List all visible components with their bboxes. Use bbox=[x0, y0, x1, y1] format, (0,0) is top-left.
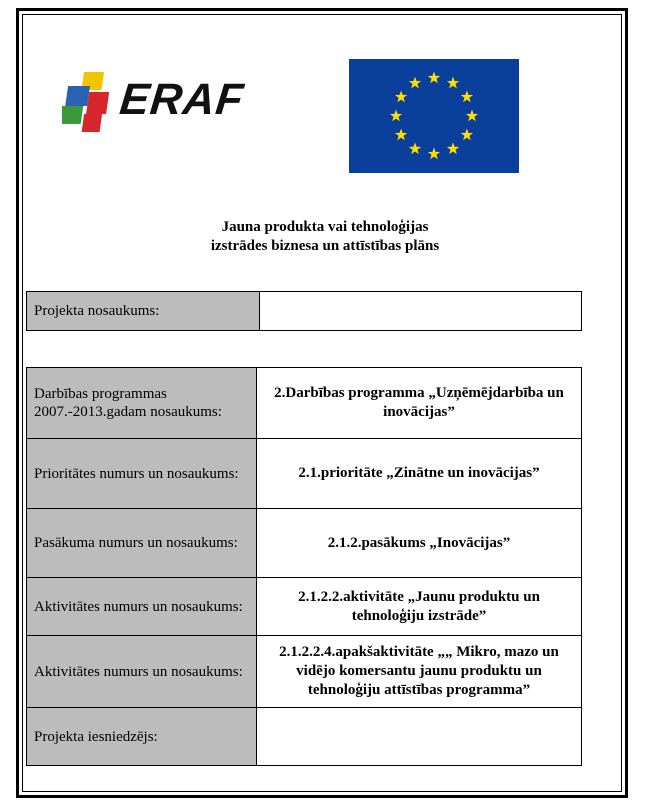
table-row bbox=[27, 707, 581, 765]
eu-stars bbox=[349, 59, 519, 173]
title-line-1: Jauna produkta vai tehnoloģijas bbox=[221, 219, 429, 235]
table-row bbox=[27, 635, 581, 707]
row-label: Projekta iesniedzējs: bbox=[27, 708, 257, 765]
row-value: 2.Darbības programma „Uzņēmējdarbība un inovācijas” bbox=[274, 385, 564, 420]
programme-info-table bbox=[26, 367, 582, 766]
eraf-logo-text: ERAF bbox=[117, 75, 247, 124]
row-label: Pasākuma numurs un nosaukums: bbox=[27, 509, 257, 577]
row-value: 2.1.2.2.aktivitāte „Jaunu produktu un tehnoloģiju izstrāde” bbox=[298, 588, 540, 624]
eu-star-icon bbox=[390, 110, 402, 122]
eu-star-icon bbox=[461, 91, 473, 103]
row-value: 2.1.2.pasākums „Inovācijas” bbox=[327, 534, 511, 551]
row-value[interactable] bbox=[257, 708, 581, 765]
table-row bbox=[27, 368, 581, 438]
eu-star-icon bbox=[428, 148, 440, 160]
project-name-value[interactable] bbox=[260, 292, 581, 330]
row-value: 2.1.prioritāte „Zinātne un inovācijas” bbox=[298, 465, 540, 481]
eu-star-icon bbox=[447, 142, 459, 154]
eu-star-icon bbox=[409, 142, 421, 154]
row-label: Prioritātes numurs un nosaukums: bbox=[27, 439, 257, 508]
row-value: 2.1.2.2.4.apakšaktivitāte „„ Mikro, mazo un vidējo komersantu jaunu produktu un tehnoloģiju attīstības programma” bbox=[279, 644, 559, 698]
row-label: Aktivitātes numurs un nosaukums: bbox=[27, 636, 257, 707]
eraf-logo bbox=[62, 72, 262, 134]
project-name-label: Projekta nosaukums: bbox=[27, 292, 260, 330]
eu-flag-icon bbox=[349, 59, 519, 173]
title-line-2: izstrādes biznesa un attīstības plāns bbox=[210, 238, 440, 254]
eu-star-icon bbox=[461, 129, 473, 141]
eu-star-icon bbox=[428, 72, 440, 84]
eu-star-icon bbox=[409, 77, 421, 89]
eu-star-icon bbox=[447, 77, 459, 89]
row-label: Darbības programmas 2007.-2013.gadam nosaukums: bbox=[27, 368, 257, 438]
eraf-mark-icon bbox=[62, 72, 122, 134]
eu-star-icon bbox=[466, 110, 478, 122]
table-row bbox=[27, 577, 581, 635]
project-name-box bbox=[26, 291, 582, 331]
table-row bbox=[27, 438, 581, 508]
document-title bbox=[100, 218, 550, 256]
row-label: Aktivitātes numurs un nosaukums: bbox=[27, 578, 257, 635]
eu-star-icon bbox=[395, 91, 407, 103]
table-row bbox=[27, 508, 581, 577]
eu-star-icon bbox=[395, 129, 407, 141]
